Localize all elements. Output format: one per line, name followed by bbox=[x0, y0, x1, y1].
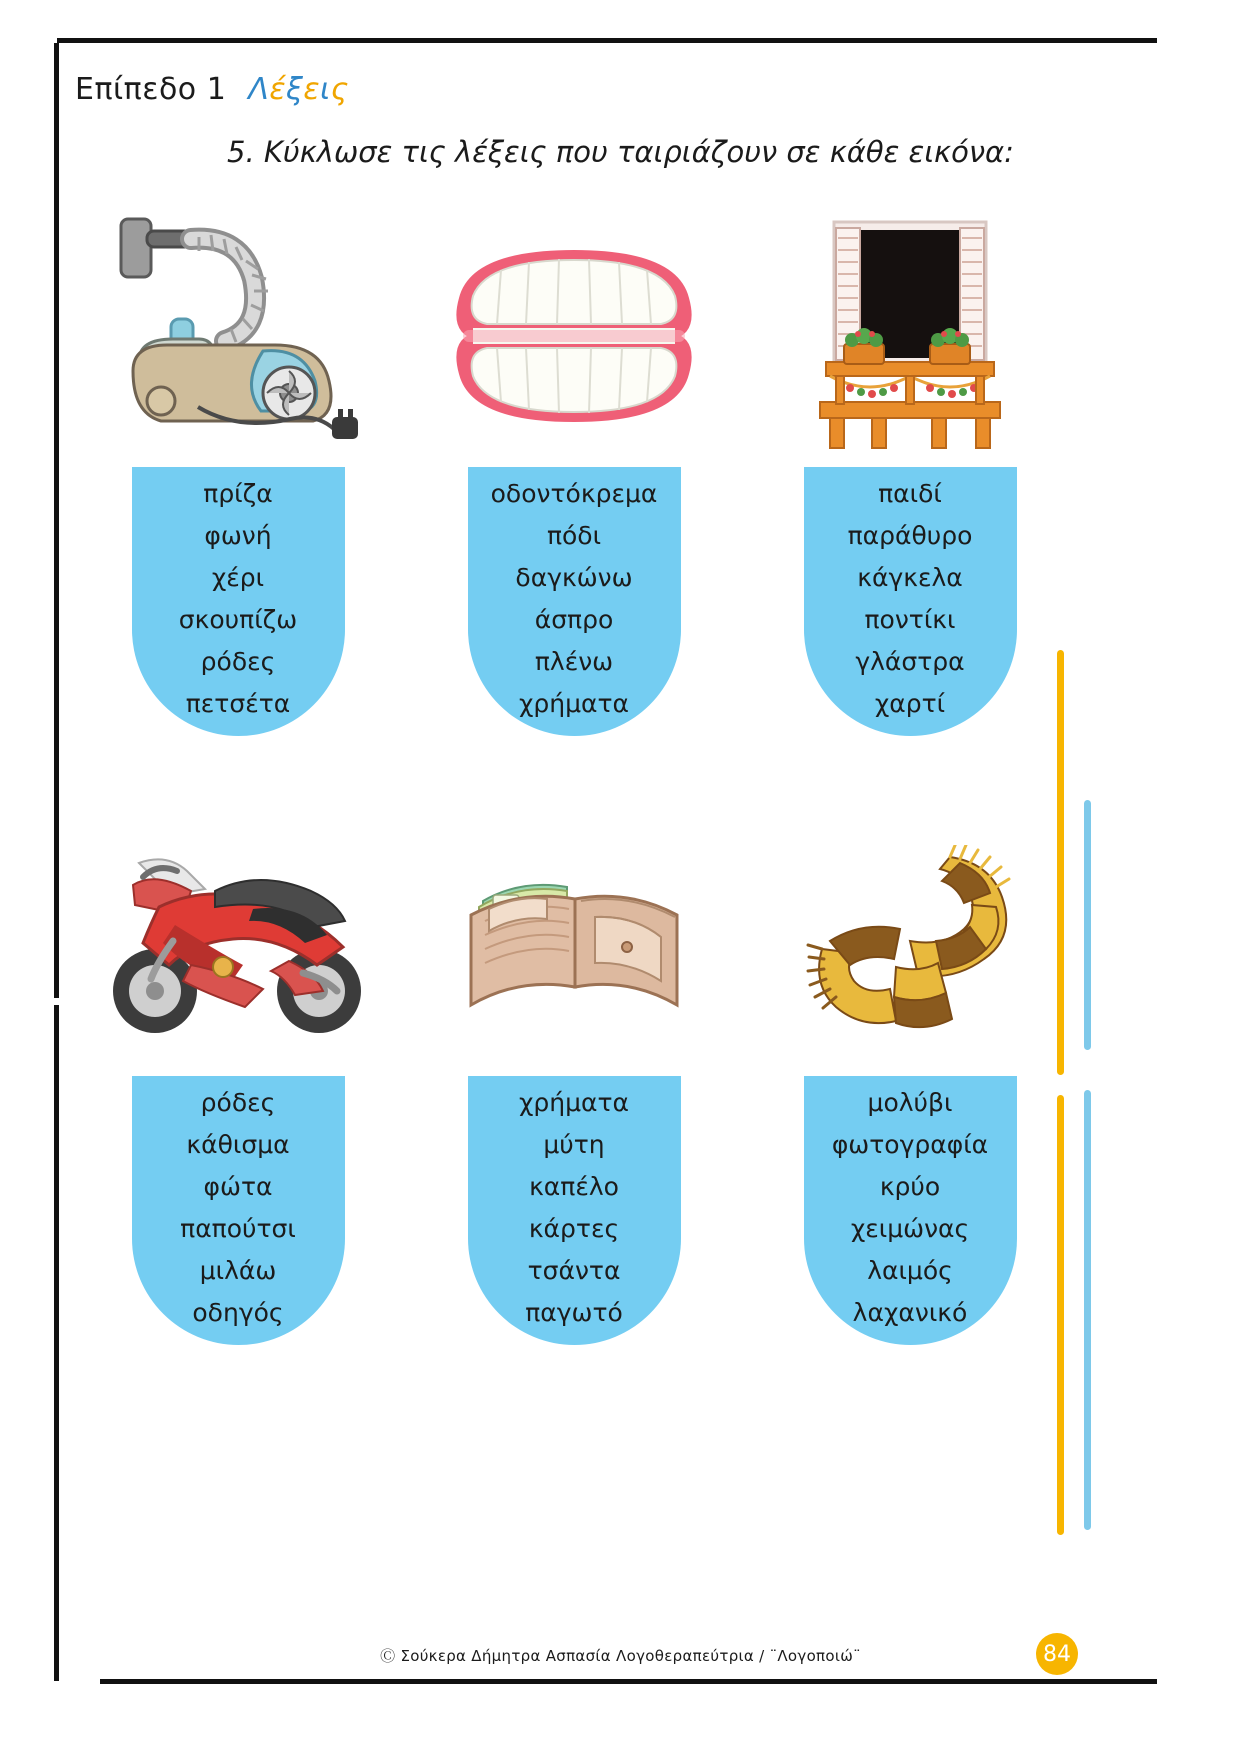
word-option[interactable]: χειμώνας bbox=[850, 1214, 970, 1243]
word-option[interactable]: λαχανικό bbox=[852, 1298, 968, 1327]
word-list bbox=[132, 1076, 345, 1345]
word-option[interactable]: πόδι bbox=[546, 521, 602, 550]
decor-bar-blue-bottom bbox=[1084, 1090, 1091, 1530]
exercise-item bbox=[742, 814, 1078, 1345]
exercise-row bbox=[70, 205, 1080, 736]
page-number-badge: 84 bbox=[1036, 1633, 1078, 1675]
word-option[interactable]: ποντίκι bbox=[864, 605, 956, 634]
word-list bbox=[804, 467, 1017, 736]
word-option[interactable]: φώτα bbox=[203, 1172, 273, 1201]
teeth-illustration bbox=[424, 205, 724, 467]
word-option[interactable]: γλάστρα bbox=[855, 647, 965, 676]
word-option[interactable]: παγωτό bbox=[525, 1298, 623, 1327]
word-option[interactable]: μύτη bbox=[543, 1130, 605, 1159]
word-option[interactable]: χρήματα bbox=[518, 689, 630, 718]
word-option[interactable]: ρόδες bbox=[200, 1088, 276, 1117]
exercise-grid bbox=[70, 205, 1080, 1345]
word-list bbox=[468, 1076, 681, 1345]
word-option[interactable]: φωνή bbox=[204, 521, 272, 550]
footer-credit: Ⓒ Σούκερα Δήμητρα Ασπασία Λογοθεραπεύτρια / ¨Λογοποιώ¨ bbox=[380, 1647, 861, 1665]
word-option[interactable]: κάρτες bbox=[528, 1214, 620, 1243]
level-label: Επίπεδο 1 bbox=[75, 72, 227, 107]
word-option[interactable]: παράθυρο bbox=[847, 521, 973, 550]
motorcycle-illustration bbox=[88, 814, 388, 1076]
level-word: Λέξεις bbox=[248, 72, 349, 107]
word-option[interactable]: λαιμός bbox=[867, 1256, 953, 1285]
left-rule-upper bbox=[54, 43, 59, 998]
word-list bbox=[468, 467, 681, 736]
level-heading bbox=[75, 72, 349, 107]
exercise-item bbox=[742, 205, 1078, 736]
word-option[interactable]: μολύβι bbox=[867, 1088, 953, 1117]
word-option[interactable]: κάγκελα bbox=[857, 563, 963, 592]
word-option[interactable]: κάθισμα bbox=[186, 1130, 290, 1159]
exercise-item bbox=[406, 814, 742, 1345]
balcony-window-illustration bbox=[760, 205, 1060, 467]
left-rule-lower bbox=[54, 1005, 59, 1681]
word-option[interactable]: ρόδες bbox=[200, 647, 276, 676]
word-option[interactable]: χέρι bbox=[211, 563, 265, 592]
word-option[interactable]: σκουπίζω bbox=[178, 605, 298, 634]
word-option[interactable]: χρήματα bbox=[518, 1088, 630, 1117]
word-option[interactable]: παιδί bbox=[878, 479, 942, 508]
instruction-text: 5. Κύκλωσε τις λέξεις που ταιριάζουν σε κάθε εικόνα: bbox=[227, 135, 1014, 169]
wallet-illustration bbox=[424, 814, 724, 1076]
scarf-illustration bbox=[760, 814, 1060, 1076]
exercise-row bbox=[70, 814, 1080, 1345]
word-option[interactable]: οδοντόκρεμα bbox=[490, 479, 658, 508]
word-option[interactable]: καπέλο bbox=[529, 1172, 619, 1201]
word-option[interactable]: πετσέτα bbox=[185, 689, 291, 718]
word-list bbox=[132, 467, 345, 736]
word-option[interactable]: παπούτσι bbox=[180, 1214, 296, 1243]
word-option[interactable]: μιλάω bbox=[199, 1256, 277, 1285]
word-option[interactable]: πλένω bbox=[534, 647, 614, 676]
word-option[interactable]: τσάντα bbox=[527, 1256, 621, 1285]
decor-bar-blue-top bbox=[1084, 800, 1091, 1050]
word-option[interactable]: οδηγός bbox=[192, 1298, 284, 1327]
word-option[interactable]: πρίζα bbox=[203, 479, 273, 508]
word-option[interactable]: δαγκώνω bbox=[515, 563, 633, 592]
vacuum-cleaner-illustration bbox=[88, 205, 388, 467]
top-rule bbox=[57, 38, 1157, 43]
word-list bbox=[804, 1076, 1017, 1345]
word-option[interactable]: άσπρο bbox=[534, 605, 614, 634]
word-option[interactable]: χαρτί bbox=[874, 689, 946, 718]
exercise-item bbox=[70, 814, 406, 1345]
exercise-item bbox=[70, 205, 406, 736]
bottom-rule bbox=[100, 1679, 1157, 1684]
word-option[interactable]: κρύο bbox=[879, 1172, 941, 1201]
exercise-item bbox=[406, 205, 742, 736]
word-option[interactable]: φωτογραφία bbox=[831, 1130, 989, 1159]
